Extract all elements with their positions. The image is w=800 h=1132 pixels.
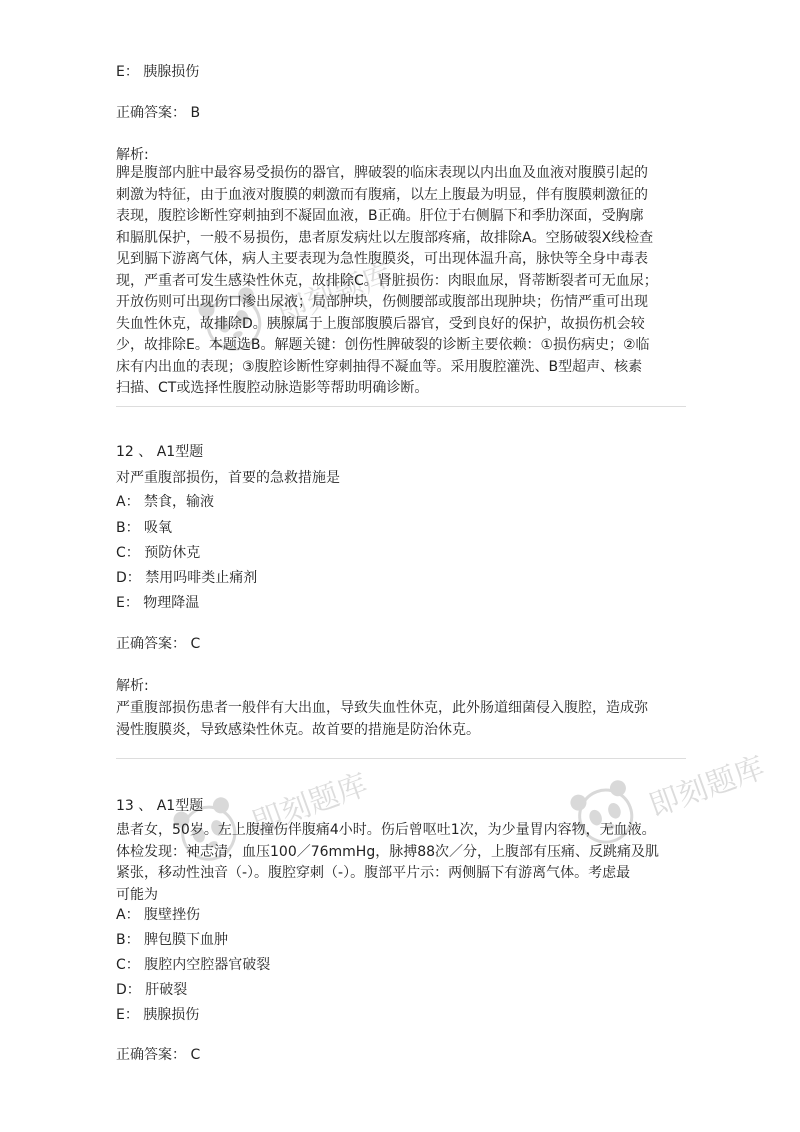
q13-correct-answer: 正确答案： C bbox=[116, 1047, 201, 1063]
q12-option-d: D： 禁用吗啡类止痛剂 bbox=[116, 570, 258, 586]
watermark-text: 即刻题库 bbox=[644, 750, 770, 825]
analysis-line: 漫性腹膜炎，导致感染性休克。故首要的措施是防治休克。 bbox=[116, 721, 480, 738]
analysis-line: 见到膈下游离气体，病人主要表现为急性腹膜炎，可出现体温升高，脉快等全身中毒表 bbox=[116, 251, 648, 267]
question-divider bbox=[116, 758, 686, 759]
watermark-text: 即刻题库 bbox=[247, 767, 373, 842]
analysis-line: 现，严重者可发生感染性休克，故排除C。肾脏损伤：肉眼血尿，肾蒂断裂者可无血尿； bbox=[116, 272, 658, 289]
analysis-line: 失血性休克，故排除D。胰腺属于上腹部腹膜后器官，受到良好的保护，故损伤机会较 bbox=[116, 315, 645, 332]
stem-line: 体检发现：神志清，血压100／76mmHg，脉搏88次／分，上腹部有压痛、反跳痛及肌 bbox=[116, 843, 660, 860]
q12-stem: 对严重腹部损伤，首要的急救措施是 bbox=[116, 470, 340, 486]
q13-option-b: B： 脾包膜下血肿 bbox=[116, 932, 229, 948]
q11-analysis-label: 解析: bbox=[116, 147, 149, 163]
analysis-line: 扫描、CT或选择性腹腔动脉造影等帮助明确诊断。 bbox=[116, 380, 429, 396]
q13-option-e: E： 胰腺损伤 bbox=[116, 1007, 200, 1023]
q12-option-c: C： 预防休克 bbox=[116, 545, 201, 561]
q11-analysis-text bbox=[116, 163, 686, 400]
analysis-line: 少，故排除E。本题选B。解题关键：创伤性脾破裂的诊断主要依赖：①损伤病史；②临 bbox=[116, 337, 650, 353]
q12-option-e: E： 物理降温 bbox=[116, 595, 200, 611]
q12-option-a: A： 禁食，输液 bbox=[116, 494, 215, 510]
analysis-line: 表现，腹腔诊断性穿刺抽到不凝固血液，B正确。肝位于右侧膈下和季肋深面，受胸廓 bbox=[116, 208, 644, 224]
q12-header: 12 、 A1型题 bbox=[116, 444, 204, 460]
q12-analysis-label: 解析: bbox=[116, 678, 149, 694]
q12-option-b: B： 吸氧 bbox=[116, 520, 173, 536]
stem-line: 可能为 bbox=[116, 886, 158, 903]
q12-analysis-text bbox=[116, 698, 686, 741]
q13-stem bbox=[116, 820, 686, 906]
analysis-line: 严重腹部损伤患者一般伴有大出血，导致失血性休克，此外肠道细菌侵入腹腔，造成弥 bbox=[116, 700, 648, 716]
q13-option-d: D： 肝破裂 bbox=[116, 982, 188, 998]
analysis-line: 开放伤则可出现伤口渗出尿液；局部肿块，伤侧腰部或腹部出现肿块；伤情严重可出现 bbox=[116, 294, 648, 310]
analysis-line: 刺激为特征，由于血液对腹膜的刺激而有腹痛，以左上腹最为明显，伴有腹膜刺激征的 bbox=[116, 186, 648, 203]
analysis-line: 脾是腹部内脏中最容易受损伤的器官，脾破裂的临床表现以内出血及血液对腹膜引起的 bbox=[116, 165, 648, 181]
question-divider bbox=[116, 406, 686, 407]
stem-line: 紧张，移动性浊音（-）。腹腔穿刺（-）。腹部平片示：两侧膈下有游离气体。考虑最 bbox=[116, 865, 631, 881]
q13-option-c: C： 腹腔内空腔器官破裂 bbox=[116, 957, 271, 973]
q12-correct-answer: 正确答案： C bbox=[116, 636, 201, 652]
analysis-line: 床有内出血的表现；③腹腔诊断性穿刺抽得不凝血等。采用腹腔灌洗、B型超声、核素 bbox=[116, 358, 643, 375]
analysis-line: 和膈肌保护，一般不易损伤，患者原发病灶以左腹部疼痛，故排除A。空肠破裂X线检查 bbox=[116, 229, 654, 246]
watermark-text: 即刻题库 bbox=[272, 257, 398, 332]
q11-correct-answer: 正确答案： B bbox=[116, 105, 201, 121]
stem-line: 患者女，50岁。左上腹撞伤伴腹痛4小时。伤后曾呕吐1次，为少量胃内容物，无血液。 bbox=[116, 822, 656, 838]
q11-option-e: E： 胰腺损伤 bbox=[116, 64, 200, 80]
q13-header: 13 、 A1型题 bbox=[116, 798, 204, 814]
q13-option-a: A： 腹壁挫伤 bbox=[116, 907, 201, 923]
